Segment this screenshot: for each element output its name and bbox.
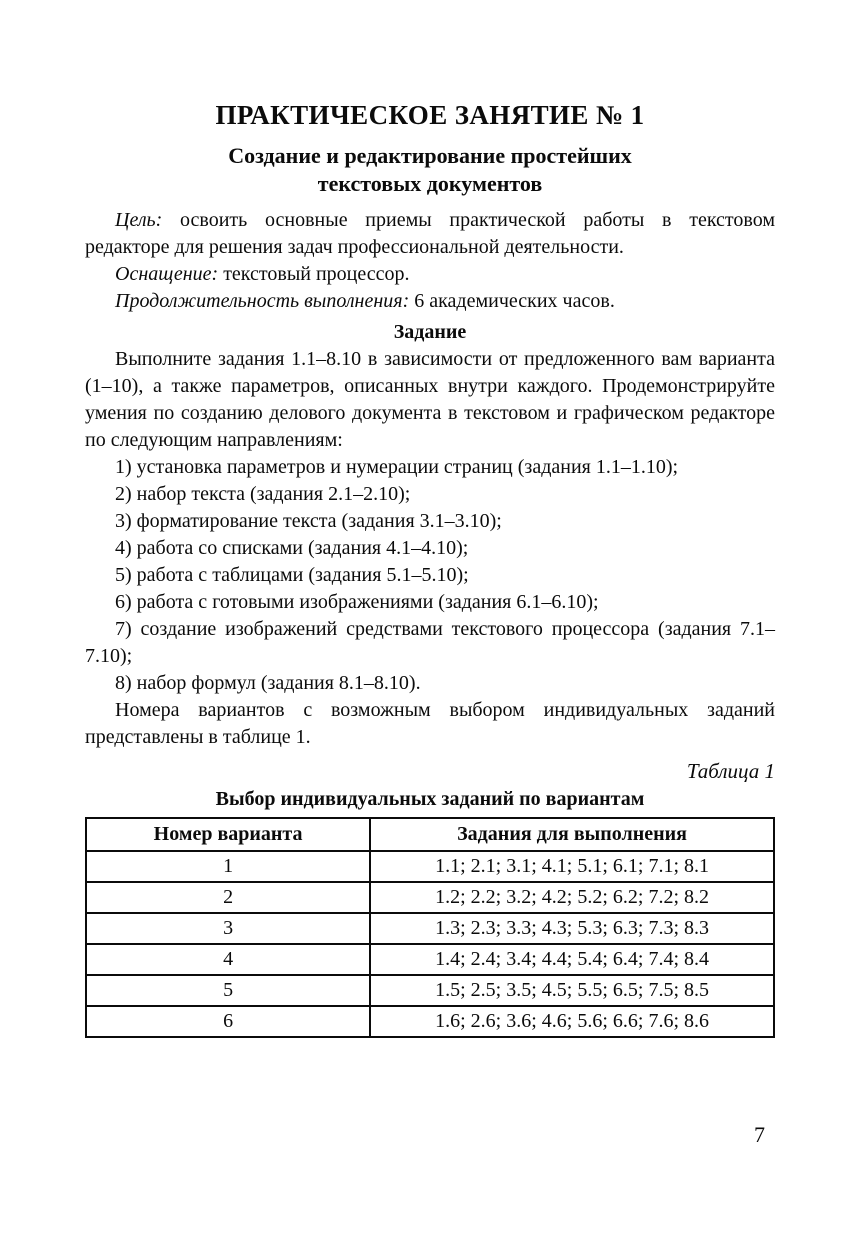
- goal-label: Цель:: [115, 209, 163, 231]
- table-row: [86, 975, 774, 1006]
- goal-paragraph: [85, 207, 775, 261]
- table-row: [86, 1006, 774, 1037]
- table-row: [86, 882, 774, 913]
- column-header-variant: Номер варианта: [86, 818, 370, 851]
- equipment-label: Оснащение:: [115, 263, 219, 285]
- duration-label: Продолжительность выполнения:: [115, 290, 410, 312]
- variant-number-cell: 3: [86, 913, 370, 944]
- page-number: 7: [754, 1122, 765, 1147]
- equipment-paragraph: [85, 261, 775, 288]
- column-header-tasks: Задания для выполнения: [370, 818, 774, 851]
- tasks-cell: 1.4; 2.4; 3.4; 4.4; 5.4; 6.4; 7.4; 8.4: [370, 944, 774, 975]
- task-list-item-5: 5) работа с таблицами (задания 5.1–5.10);: [115, 564, 469, 586]
- table-row: [86, 944, 774, 975]
- task-list-item-2: 2) набор текста (задания 2.1–2.10);: [115, 483, 411, 505]
- variant-number-cell: 4: [86, 944, 370, 975]
- tasks-cell: 1.1; 2.1; 3.1; 4.1; 5.1; 6.1; 7.1; 8.1: [370, 851, 774, 882]
- table-row: [86, 851, 774, 882]
- task-list-item-6: 6) работа с готовыми изображениями (задания 6.1–6.10);: [115, 591, 599, 613]
- page-title: ПРАКТИЧЕСКОЕ ЗАНЯТИЕ № 1: [215, 100, 645, 130]
- equipment-text: текстовый процессор.: [218, 263, 410, 285]
- table-header-row: [86, 818, 774, 851]
- task-list-item-1: 1) установка параметров и нумерации страниц (задания 1.1–1.10);: [115, 456, 679, 478]
- tasks-cell: 1.6; 2.6; 3.6; 4.6; 5.6; 6.6; 7.6; 8.6: [370, 1006, 774, 1037]
- variant-number-cell: 1: [86, 851, 370, 882]
- variant-number-cell: 5: [86, 975, 370, 1006]
- duration-paragraph: [85, 288, 775, 315]
- goal-text: освоить основные приемы практической работы в текстовом редакторе для решения задач профессиональной деятельности.: [85, 209, 775, 258]
- variant-number-cell: 2: [86, 882, 370, 913]
- task-section-heading: Задание: [393, 321, 467, 343]
- task-intro-paragraph: Выполните задания 1.1–8.10 в зависимости от предложенного вам варианта (1–10), а также параметров, описанных внутри каждого. Продемонстрируйте умения по созданию делового документа в текстовом и графическом редакторе по следующим направлениям:: [85, 348, 775, 451]
- task-list-item-4: 4) работа со списками (задания 4.1–4.10);: [115, 537, 469, 559]
- table-label: Таблица 1: [686, 759, 775, 783]
- table-caption: Выбор индивидуальных заданий по вариантам: [215, 788, 645, 810]
- tasks-cell: 1.2; 2.2; 3.2; 4.2; 5.2; 6.2; 7.2; 8.2: [370, 882, 774, 913]
- page-subtitle: Создание и редактирование простейших текстовых документов: [228, 143, 632, 196]
- variant-number-cell: 6: [86, 1006, 370, 1037]
- task-list-item-7: 7) создание изображений средствами текстового процессора (задания 7.1–7.10);: [85, 618, 775, 667]
- task-closing-paragraph: Номера вариантов с возможным выбором индивидуальных заданий представлены в таблице 1.: [85, 699, 775, 748]
- task-list-item-3: 3) форматирование текста (задания 3.1–3.10);: [115, 510, 502, 532]
- duration-text: 6 академических часов.: [409, 290, 615, 312]
- variants-table: [85, 817, 775, 1038]
- tasks-cell: 1.3; 2.3; 3.3; 4.3; 5.3; 6.3; 7.3; 8.3: [370, 913, 774, 944]
- table-row: [86, 913, 774, 944]
- task-list-item-8: 8) набор формул (задания 8.1–8.10).: [115, 672, 421, 694]
- tasks-cell: 1.5; 2.5; 3.5; 4.5; 5.5; 6.5; 7.5; 8.5: [370, 975, 774, 1006]
